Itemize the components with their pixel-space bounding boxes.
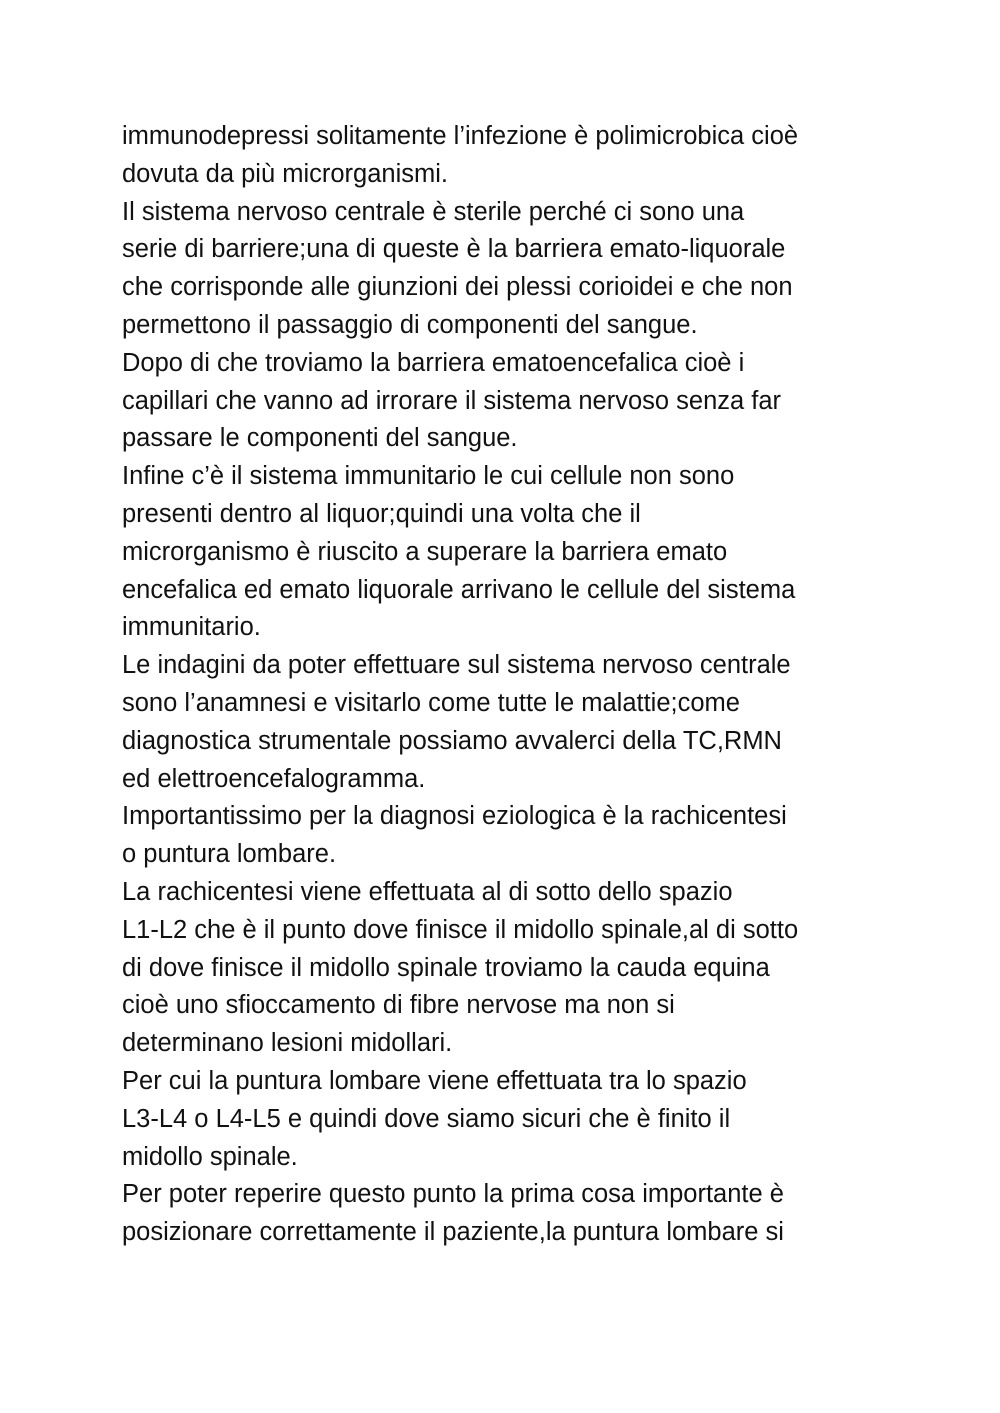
text-line: L1-L2 che è il punto dove finisce il midollo spinale,al di sotto	[122, 915, 799, 944]
text-line: dovuta da più microrganismi.	[122, 159, 448, 188]
text-line: Il sistema nervoso centrale è sterile perché ci sono una	[122, 197, 745, 226]
text-line: La rachicentesi viene effettuata al di sotto dello spazio	[122, 877, 733, 906]
text-line: microrganismo è riuscito a superare la barriera emato	[122, 537, 728, 566]
text-line: Le indagini da poter effettuare sul sistema nervoso centrale	[122, 651, 791, 680]
text-line: posizionare correttamente il paziente,la puntura lombare si	[122, 1218, 784, 1247]
text-line: Per cui la puntura lombare viene effettuata tra lo spazio	[122, 1066, 747, 1095]
text-line: Importantissimo per la diagnosi eziologica è la rachicentesi	[122, 802, 787, 831]
text-line: cioè uno sfioccamento di fibre nervose ma non si	[122, 991, 675, 1020]
text-line: serie di barriere;una di queste è la barriera emato-liquorale	[122, 235, 786, 264]
text-line: immunodepressi solitamente l’infezione è polimicrobica cioè	[122, 122, 799, 150]
text-line: che corrisponde alle giunzioni dei plessi corioidei e che non	[122, 273, 793, 302]
text-line: di dove finisce il midollo spinale troviamo la cauda equina	[122, 953, 770, 982]
text-line: passare le componenti del sangue.	[122, 424, 518, 453]
text-line: diagnostica strumentale possiamo avvalerci della TC,RMN	[122, 726, 782, 755]
text-line: Infine c’è il sistema immunitario le cui cellule non sono	[122, 462, 735, 491]
text-line: immunitario.	[122, 613, 261, 642]
body-text	[122, 118, 922, 1252]
text-line: L3-L4 o L4-L5 e quindi dove siamo sicuri che è finito il	[122, 1104, 731, 1133]
text-line: permettono il passaggio di componenti del sangue.	[122, 310, 698, 339]
text-line: midollo spinale.	[122, 1142, 298, 1171]
text-line: sono l’anamnesi e visitarlo come tutte le malattie;come	[122, 688, 740, 717]
text-line: presenti dentro al liquor;quindi una volta che il	[122, 499, 641, 528]
text-line: Per poter reperire questo punto la prima cosa importante è	[122, 1180, 784, 1209]
text-line: encefalica ed emato liquorale arrivano le cellule del sistema	[122, 575, 796, 604]
text-line: ed elettroencefalogramma.	[122, 764, 426, 793]
text-line: capillari che vanno ad irrorare il sistema nervoso senza far	[122, 386, 782, 415]
text-line: o puntura lombare.	[122, 840, 337, 869]
text-line: determinano lesioni midollari.	[122, 1029, 453, 1058]
text-line: Dopo di che troviamo la barriera ematoencefalica cioè i	[122, 348, 745, 377]
